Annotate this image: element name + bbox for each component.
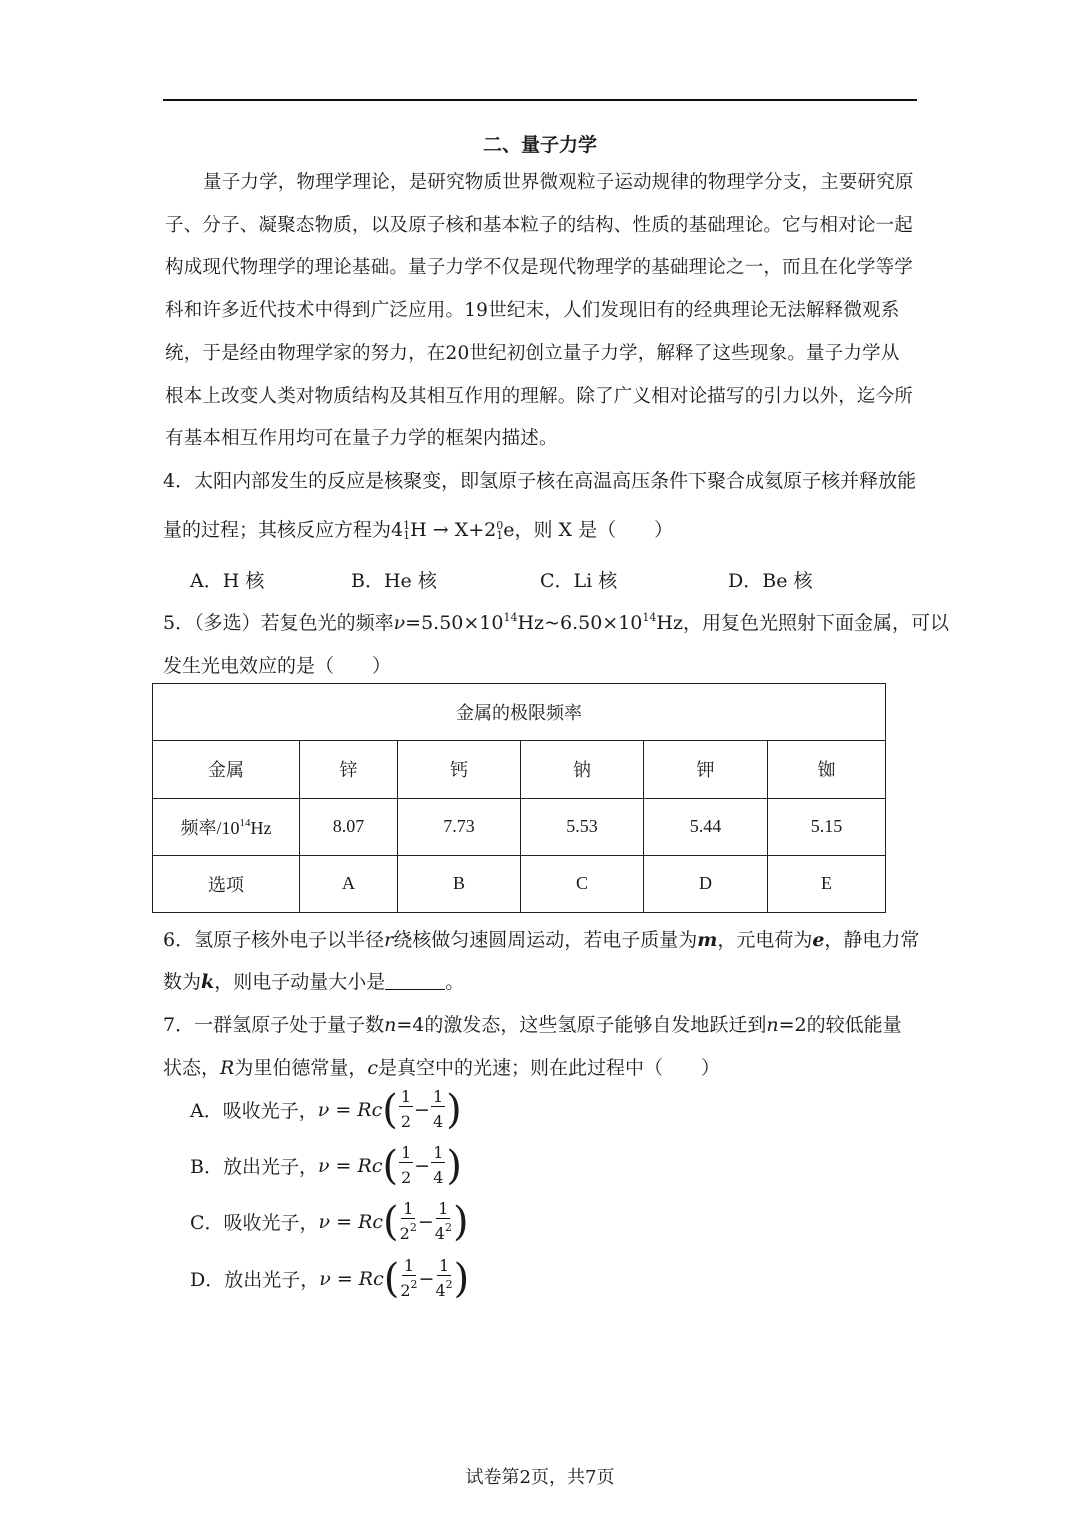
- table-cell: E: [768, 855, 886, 912]
- q5-nu: ν: [393, 612, 406, 634]
- q6-p5: 数为: [163, 971, 202, 993]
- q7-v1: =4: [396, 1014, 425, 1036]
- numerator: 1: [400, 1087, 412, 1106]
- denominator: [433, 1107, 443, 1131]
- q5-eq: =5.50×10: [405, 612, 504, 634]
- intro-line-5: 统，于是经由物理学家的努力，在20世纪初创立量子力学，解释了这些现象。量子力学从: [165, 343, 900, 364]
- left-paren: (: [382, 1086, 398, 1133]
- table-cell: C: [521, 855, 644, 912]
- fraction: [435, 1200, 452, 1243]
- left-paren: (: [383, 1255, 400, 1302]
- eq-e-sub: 1: [496, 529, 504, 542]
- denominator: [400, 1219, 417, 1243]
- q6-p4: ，静电力常: [824, 929, 920, 951]
- table-row-options: [153, 855, 886, 912]
- formula-lhs: ν = Rc: [317, 1098, 383, 1121]
- q6-p1: 6．氢原子核外电子以半径: [163, 929, 385, 951]
- formula-lhs: ν = Rc: [317, 1154, 383, 1177]
- q7-line-2: [163, 1053, 720, 1080]
- fraction: [400, 1200, 417, 1243]
- q7-p6: 是真空中的光速；则在此过程中（ ）: [378, 1057, 721, 1079]
- top-rule: [163, 99, 917, 101]
- q7-option-c[interactable]: [190, 1200, 469, 1243]
- metal-frequency-table: [152, 683, 886, 913]
- table-cell: 5.44: [644, 798, 768, 855]
- q4-line-2: [163, 515, 673, 542]
- table-cell: 8.07: [300, 798, 398, 855]
- q5-exp2: 14: [642, 611, 657, 624]
- q6-k: k: [201, 971, 215, 993]
- numerator: 1: [403, 1256, 415, 1275]
- denominator-exponent: 2: [410, 1278, 418, 1291]
- numerator: 1: [433, 1143, 444, 1162]
- minus-sign: −: [417, 1210, 434, 1233]
- page-footer: 试卷第2页，共7页: [465, 1467, 615, 1488]
- q7-p3: 的较低能量: [806, 1014, 902, 1036]
- eq-h-sup: 1: [403, 519, 411, 532]
- numerator: 1: [403, 1199, 414, 1218]
- q7-option-d[interactable]: [190, 1257, 469, 1300]
- right-paren: ): [453, 1255, 470, 1302]
- q4-option-d[interactable]: D．Be 核: [728, 570, 813, 592]
- table-header-cell: 铷: [768, 741, 886, 798]
- q7-v2: =2: [778, 1014, 807, 1036]
- formula-lhs: ν = Rc: [318, 1210, 384, 1233]
- q4-line-2-pre: 量的过程；其核反应方程为: [163, 519, 392, 541]
- table-cell: B: [398, 855, 521, 912]
- denominator-value: 2: [400, 1281, 411, 1300]
- fraction: [400, 1257, 417, 1300]
- table-header-cell: 钾: [644, 741, 768, 798]
- table-header-cell: 钠: [521, 741, 644, 798]
- table-cell: 7.73: [398, 798, 521, 855]
- table-header-cell: 钙: [398, 741, 521, 798]
- denominator-value: 2: [401, 1168, 412, 1187]
- minus-sign: −: [414, 1154, 431, 1177]
- q5-exp1: 14: [503, 611, 518, 624]
- q5-pre: 5．（多选）若复色光的频率: [163, 612, 394, 634]
- option-label: A．吸收光子，: [190, 1100, 318, 1122]
- eq-e: e: [503, 519, 515, 541]
- freq-exp: 14: [239, 816, 251, 829]
- numerator: 1: [438, 1256, 450, 1275]
- left-paren: (: [382, 1142, 399, 1189]
- q7-p1: 7．一群氢原子处于量子数: [163, 1014, 385, 1036]
- freq-unit: Hz: [250, 817, 272, 838]
- q5-post: ，用复色光照射下面金属，可以: [682, 612, 949, 634]
- numerator: 1: [438, 1199, 449, 1218]
- denominator: [401, 1107, 411, 1131]
- intro-line-7: 有基本相互作用均可在量子力学的框架内描述。: [165, 428, 558, 449]
- q6-m: m: [697, 929, 718, 951]
- q6-p7: 。: [445, 971, 465, 993]
- q6-line-2: [163, 967, 464, 994]
- q7-option-b[interactable]: [190, 1144, 462, 1187]
- denominator: [433, 1163, 443, 1187]
- denominator-value: 4: [434, 1224, 445, 1243]
- eq-arrow: →: [432, 519, 449, 541]
- right-paren: ): [446, 1086, 462, 1133]
- denominator-exponent: 2: [445, 1278, 453, 1291]
- option-label: C．吸收光子，: [190, 1212, 319, 1234]
- table-cell: 5.53: [521, 798, 644, 855]
- table-cell: D: [644, 855, 768, 912]
- q5-unit: Hz: [656, 612, 683, 634]
- intro-line-2: 子、分子、凝聚态物质，以及原子核和基本粒子的结构、性质的基础理论。它与相对论一起: [165, 215, 914, 236]
- denominator-value: 2: [399, 1224, 410, 1243]
- q7-n1: n: [384, 1014, 397, 1036]
- q7-R: R: [220, 1057, 235, 1079]
- freq-label: 频率/10: [180, 817, 240, 838]
- q6-p3: ，元电荷为: [717, 929, 813, 951]
- table-cell: 5.15: [768, 798, 886, 855]
- denominator-value: 4: [432, 1112, 444, 1131]
- option-label-cell: 选项: [153, 855, 300, 912]
- denominator-value: 2: [400, 1112, 412, 1131]
- q4-line-1: 4．太阳内部发生的反应是核聚变，即氢原子核在高温高压条件下聚合成氦原子核并释放能: [163, 470, 917, 492]
- q7-option-a[interactable]: [190, 1088, 462, 1131]
- table-cell: A: [300, 855, 398, 912]
- q5-line-2: 发生光电效应的是（ ）: [163, 655, 392, 677]
- eq-coef: 4: [391, 519, 404, 541]
- fraction: [399, 1144, 413, 1187]
- table-title: 金属的极限频率: [153, 684, 886, 741]
- q4-option-a[interactable]: A．H 核: [190, 570, 265, 592]
- eq-mid: X+2: [454, 519, 497, 541]
- denominator: [400, 1276, 417, 1300]
- q4-line-2-post: ，则 X 是（ ）: [514, 519, 674, 541]
- eq-h-sub: 1: [403, 529, 411, 542]
- q4-equation: [391, 519, 514, 541]
- intro-line-4: 科和许多近代技术中得到广泛应用。19世纪末，人们发现旧有的经典理论无法解释微观系: [165, 300, 900, 321]
- formula-lhs: ν = Rc: [319, 1267, 384, 1290]
- answer-blank[interactable]: [385, 971, 445, 990]
- fraction: [431, 1088, 445, 1131]
- numerator: 1: [432, 1087, 444, 1106]
- intro-line-6: 根本上改变人类对物质结构及其相互作用的理解。除了广义相对论描写的引力以外，迄今所: [165, 386, 914, 407]
- left-paren: (: [383, 1198, 399, 1245]
- minus-sign: −: [418, 1267, 435, 1290]
- q4-option-b[interactable]: B．He 核: [351, 570, 437, 592]
- numerator: 1: [401, 1143, 412, 1162]
- right-paren: ): [446, 1142, 462, 1189]
- table-row-frequency: [153, 798, 886, 855]
- q7-p2: 的激发态，这些氢原子能够自发地跃迁到: [424, 1014, 767, 1036]
- denominator-exponent: 2: [409, 1221, 417, 1234]
- q4-option-c[interactable]: C．Li 核: [540, 570, 618, 592]
- q7-p4: 状态，: [163, 1057, 221, 1079]
- option-label: B．放出光子，: [190, 1156, 318, 1178]
- fraction: [435, 1257, 452, 1300]
- q6-e: e: [812, 929, 825, 951]
- q7-c: c: [367, 1057, 378, 1079]
- q6-r: r: [384, 929, 394, 951]
- denominator-exponent: 2: [444, 1221, 452, 1234]
- q5-line-1: [163, 608, 949, 635]
- intro-line-3: 构成现代物理学的理论基础。量子力学不仅是现代物理学的基础理论之一，而且在化学等学: [165, 257, 914, 278]
- denominator-value: 4: [433, 1168, 444, 1187]
- fraction: [399, 1088, 413, 1131]
- table-header-row: [153, 741, 886, 798]
- frequency-label-cell: [153, 798, 300, 855]
- fraction: [431, 1144, 445, 1187]
- eq-h: H: [410, 519, 427, 541]
- eq-e-sup: 0: [496, 519, 504, 532]
- q6-p6: ，则电子动量大小是: [214, 971, 386, 993]
- denominator-value: 4: [435, 1281, 446, 1300]
- table-header-cell: 金属: [153, 741, 300, 798]
- denominator: [401, 1163, 411, 1187]
- denominator: [435, 1276, 452, 1300]
- table-title-row: [153, 684, 886, 741]
- q7-p5: 为里伯德常量，: [234, 1057, 368, 1079]
- q7-n2: n: [766, 1014, 779, 1036]
- option-label: D．放出光子，: [190, 1269, 320, 1291]
- q6-line-1: [163, 925, 919, 952]
- q6-p2: 绕核做匀速圆周运动，若电子质量为: [393, 929, 698, 951]
- q5-mid: Hz~6.50×10: [517, 612, 643, 634]
- intro-line-1: 量子力学，物理学理论，是研究物质世界微观粒子运动规律的物理学分支，主要研究原: [203, 172, 914, 193]
- section-title: 二、量子力学: [482, 134, 597, 156]
- right-paren: ): [452, 1198, 469, 1245]
- denominator: [435, 1219, 452, 1243]
- table-header-cell: 锌: [300, 741, 398, 798]
- q7-line-1: [163, 1010, 902, 1037]
- minus-sign: −: [414, 1098, 430, 1121]
